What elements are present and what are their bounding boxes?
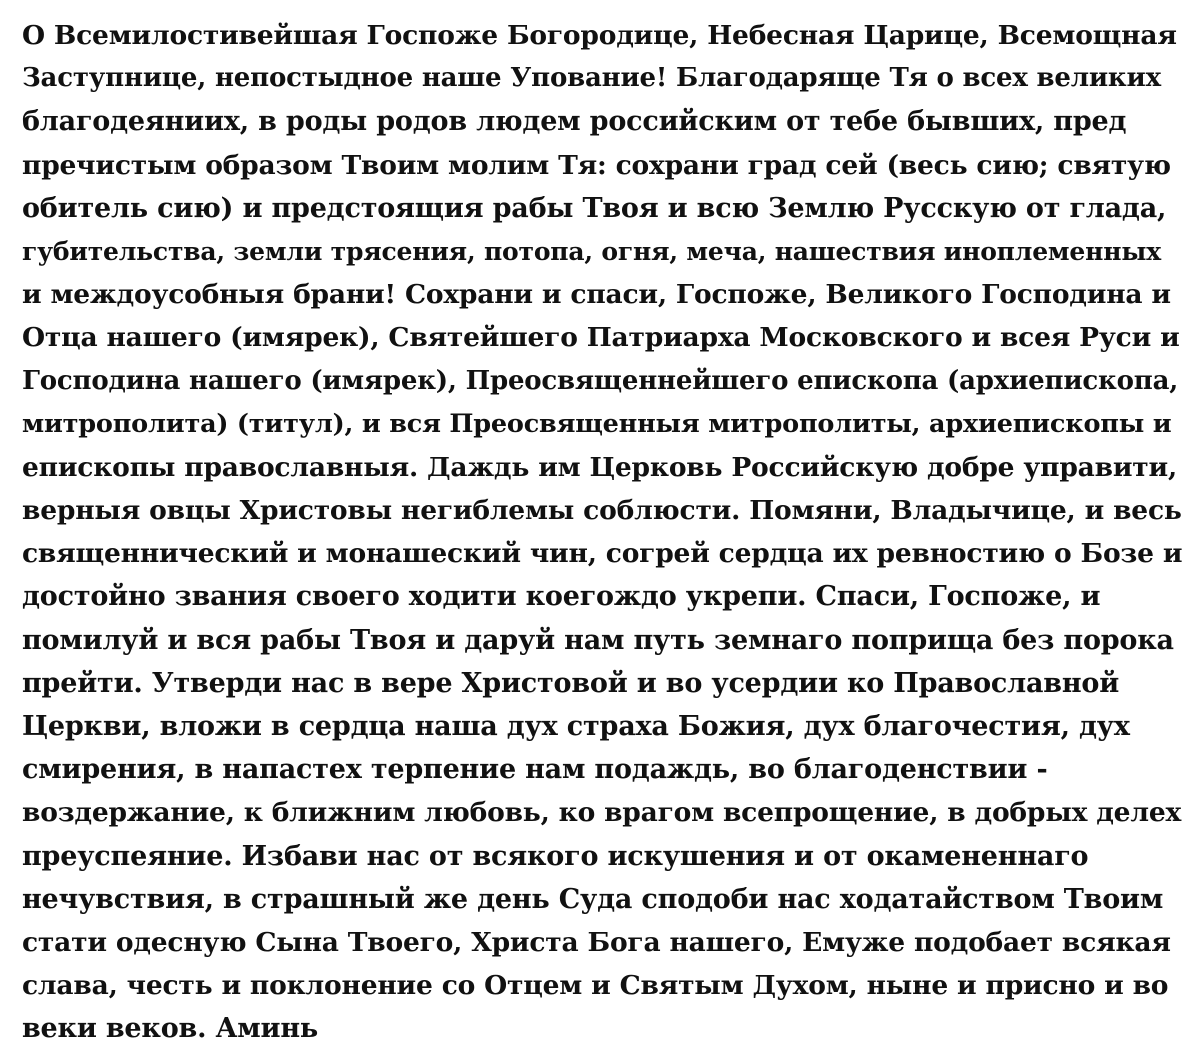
prayer-line: обитель сию) и предстоящия рабы Твоя и всю Землю Русскую от глада,	[22, 192, 1167, 224]
prayer-line: митрополита) (титул), и вся Преосвященныя митрополиты, архиепископы и	[22, 408, 1172, 439]
prayer-line: смирения, в напастех терпение нам подаждь, во благоденствии -	[22, 754, 1048, 786]
prayer-line: епископы православныя. Даждь им Церковь Российскую добре управити,	[22, 451, 1177, 483]
prayer-line: слава, честь и поклонение со Отцем и Святым Духом, ныне и присно и во	[22, 970, 1169, 1002]
prayer-line: преуспеяние. Избави нас от всякого искушения и от окамененнаго	[22, 840, 1089, 872]
prayer-line: Заступнице, непостыдное наше Упование! Благодаряще Тя о всех великих	[22, 63, 1161, 94]
prayer-line: Отца нашего (имярек), Святейшего Патриарха Московского и всея Руси и	[22, 322, 1180, 354]
prayer-line: помилуй и вся рабы Твоя и даруй нам путь земнаго поприща без порока	[22, 624, 1174, 656]
prayer-line: Господина нашего (имярек), Преосвященнейшего епископа (архиепископа,	[22, 365, 1179, 396]
prayer-line: нечувствия, в страшный же день Суда сподоби нас ходатайством Твоим	[22, 883, 1164, 915]
prayer-line: прейти. Утверди нас в вере Христовой и во усердии ко Православной	[22, 667, 1120, 699]
prayer-line: веки веков. Аминь	[22, 1013, 319, 1045]
prayer-line: священнический и монашеский чин, согрей сердца их ревностию о Бозе и	[22, 538, 1183, 570]
prayer-line: губительства, земли трясения, потопа, огня, меча, нашествия иноплеменных	[22, 236, 1161, 266]
prayer-line: верныя овцы Христовы негиблемы соблюсти. Помяни, Владычице, и весь	[22, 495, 1182, 527]
prayer-line: Церкви, вложи в сердца наша дух страха Божия, дух благочестия, дух	[22, 711, 1130, 742]
prayer-line: и междоусобныя брани! Сохрани и спаси, Госпоже, Великого Господина и	[22, 279, 1171, 311]
prayer-line: пречистым образом Твоим молим Тя: сохрани град сей (весь сию; святую	[22, 149, 1171, 181]
prayer-text	[22, 14, 1182, 1051]
prayer-line: воздержание, к ближним любовь, ко врагом всепрощение, в добрых делех	[22, 797, 1182, 829]
prayer-line: благодеяниих, в роды родов людем российским от тебе бывших, пред	[22, 106, 1127, 138]
prayer-line: стати одесную Сына Твоего, Христа Бога нашего, Емуже подобает всякая	[22, 926, 1171, 958]
prayer-line: О Всемилостивейшая Госпоже Богородице, Небесная Царице, Всемощная	[22, 20, 1177, 51]
prayer-line: достойно звания своего ходити коегождо укрепи. Спаси, Госпоже, и	[22, 581, 1101, 613]
